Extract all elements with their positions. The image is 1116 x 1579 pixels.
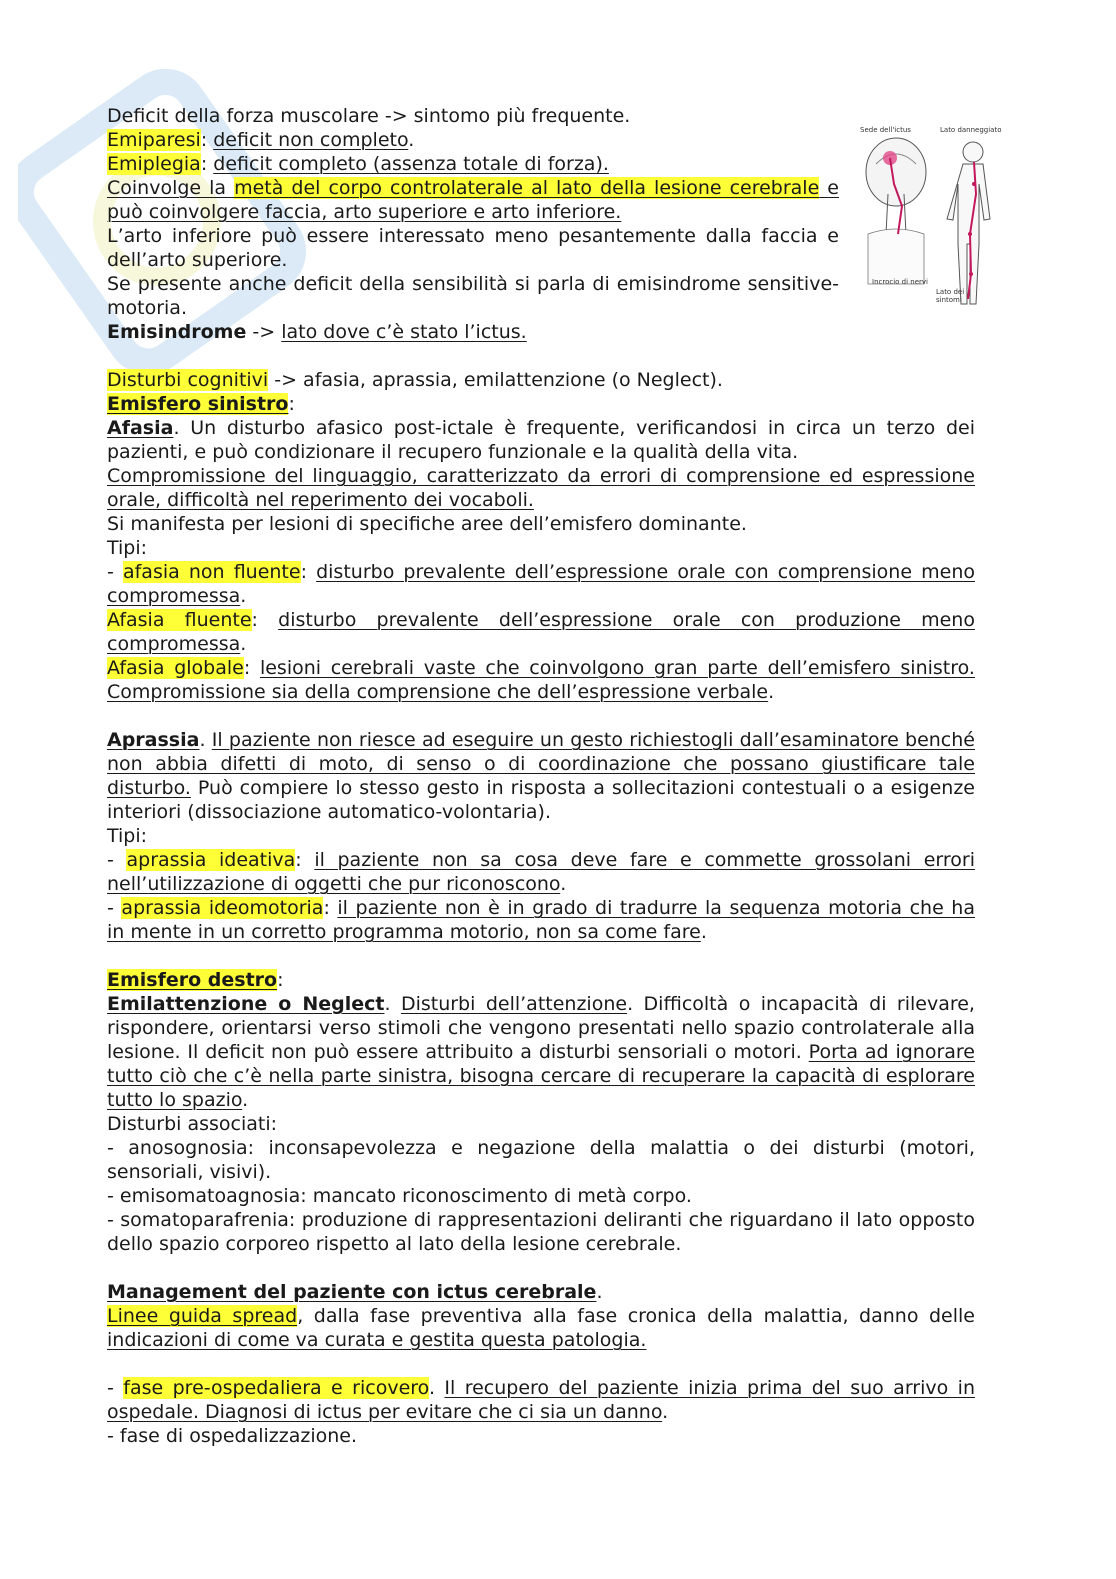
- afasia-type-nonfluente: [107, 560, 975, 608]
- neglect-porta: Porta ad ignorare tutto ciò che c’è nella parte sinistra, bisogna cercare di recuperare la capacità di esplorare tutto lo spazio: [107, 1041, 975, 1111]
- period: .: [240, 633, 247, 655]
- intro-line: Deficit della forza muscolare -> sintomo più frequente.: [107, 105, 631, 127]
- arto-paragraph: L’arto inferiore può essere interessato meno pesantemente dalla faccia e dell’arto superiore.: [107, 225, 839, 271]
- cognitivi-term: Disturbi cognitivi: [107, 369, 269, 391]
- aprassia-term: Aprassia: [107, 729, 200, 751]
- period: .: [408, 129, 415, 151]
- arrow: ->: [246, 321, 282, 343]
- emiparesi-line: [107, 128, 975, 152]
- emiparesi-term: Emiparesi: [107, 129, 201, 151]
- sinistro-heading-line: [107, 392, 975, 416]
- destro-heading-line: [107, 968, 975, 992]
- afasia-type-fluente: [107, 608, 975, 656]
- period: .: [240, 585, 247, 607]
- linee-guida-definition: indicazioni di come va curata e gestita questa patologia.: [107, 1329, 647, 1351]
- period: .: [428, 1377, 445, 1399]
- aprassia-text: Può compiere lo stesso gesto in risposta a sollecitazioni contestuali o a esigenze interiori (dissociazione automatico-volontaria).: [107, 777, 975, 823]
- aprassia-tipi-label: Tipi:: [107, 825, 148, 847]
- figure-label-damaged-side: Lato danneggiato: [940, 126, 1002, 134]
- fase-preospedaliera-definition: Il recupero del paziente inizia prima del suo arrivo in ospedale. Diagnosi di ictus per evitare che ci sia un danno: [107, 1377, 975, 1423]
- period: .: [560, 873, 567, 895]
- dash: -: [107, 849, 127, 871]
- afasia-paragraph: [107, 416, 975, 464]
- colon: :: [288, 393, 295, 415]
- dash: -: [107, 561, 123, 583]
- neglect-definition: Disturbi dell’attenzione: [400, 993, 628, 1015]
- period: .: [199, 729, 212, 751]
- emisindrome-definition: lato dove c’è stato l’ictus.: [281, 321, 527, 343]
- aprassia-type-ideativa: [107, 848, 975, 896]
- emiplegia-definition: deficit completo (assenza totale di forza).: [213, 153, 609, 175]
- coinvolge-text: Coinvolge la: [107, 177, 235, 199]
- emisindrome-term: Emisindrome: [107, 321, 247, 343]
- colon: :: [200, 129, 214, 151]
- emisindrome-line: [107, 320, 975, 344]
- period: .: [596, 1281, 603, 1303]
- ideativa-term: aprassia ideativa: [126, 849, 296, 871]
- figure-label-symptom-side-1: Lato dei: [936, 288, 965, 296]
- ideomotoria-definition: il paziente non è in grado di tradurre la sequenza motoria che ha in mente in un corretto programma motorio, non sa come fare: [107, 897, 975, 943]
- dash: -: [107, 897, 122, 919]
- dash: -: [107, 1377, 124, 1399]
- colon: :: [300, 561, 317, 583]
- destro-heading: Emisfero destro: [107, 969, 278, 991]
- neglect-text: . Difficoltà o incapacità di rilevare, rispondere, orientarsi verso stimoli che vengono presentati nello spazio controlaterale alla lesione. Il deficit non può essere attribuito a disturbi sensoriali o motori.: [107, 993, 975, 1063]
- figure-label-symptom-side-2: sintomi: [936, 296, 962, 304]
- fase-preospedaliera-term: fase pre-ospedaliera e ricovero: [123, 1377, 429, 1399]
- period: .: [384, 993, 401, 1015]
- afasia-type-globale: [107, 656, 975, 704]
- neglect-paragraph: [107, 992, 975, 1112]
- aprassia-definition: Il paziente non riesce ad eseguire un gesto richiestogli dall’esaminatore benché non abbia difetti di moto, di senso o di coordinazione che possano giustificare tale disturbo.: [107, 729, 975, 799]
- fluente-definition: disturbo prevalente dell’espressione orale con produzione meno compromessa: [107, 609, 975, 655]
- associato-anosognosia: - anosognosia: inconsapevolezza e negazione della malattia o dei disturbi (motori, sensoriali, visivi).: [107, 1137, 975, 1183]
- fluente-term: Afasia fluente: [107, 609, 252, 631]
- globale-definition: lesioni cerebrali vaste che coinvolgono gran parte dell’emisfero sinistro. Compromissione sia della comprensione che dell’espressione verbale: [107, 657, 975, 703]
- afasia-text: . Un disturbo afasico post-ictale è frequente, verificandosi in circa un terzo dei pazienti, e può condizionare il recupero funzionale e la qualità della vita.: [107, 417, 975, 463]
- nonfluente-definition: disturbo prevalente dell’espressione orale con comprensione meno compromessa: [107, 561, 975, 607]
- colon: :: [295, 849, 315, 871]
- linee-guida-term: Linee guida spread: [107, 1305, 298, 1327]
- colon: :: [243, 657, 260, 679]
- coinvolge-text-end: e può coinvolgere faccia, arto superiore e arto inferiore.: [107, 177, 839, 223]
- period: .: [700, 921, 707, 943]
- colon: :: [323, 897, 338, 919]
- figure-label-nerve-crossing: Incrocio di nervi: [872, 278, 928, 286]
- linee-guida-paragraph: [107, 1304, 975, 1352]
- afasia-tipi-label: Tipi:: [107, 537, 148, 559]
- globale-term: Afasia globale: [107, 657, 244, 679]
- cognitivi-text: -> afasia, aprassia, emilattenzione (o Neglect).: [268, 369, 723, 391]
- period: .: [662, 1401, 669, 1423]
- period: .: [242, 1089, 249, 1111]
- period: .: [768, 681, 775, 703]
- colon: :: [277, 969, 284, 991]
- colon: :: [200, 153, 214, 175]
- cognitivi-line: [107, 368, 975, 392]
- aprassia-type-ideomotoria: [107, 896, 975, 944]
- associati-label: Disturbi associati:: [107, 1113, 278, 1135]
- aprassia-paragraph: [107, 728, 975, 824]
- ideomotoria-term: aprassia ideomotoria: [121, 897, 324, 919]
- colon: :: [251, 609, 279, 631]
- emiparesi-definition: deficit non completo: [213, 129, 409, 151]
- ideativa-definition: il paziente non sa cosa deve fare e commette grossolani errori nell’utilizzazione di oggetti che pur riconoscono: [107, 849, 975, 895]
- afasia-term: Afasia: [107, 417, 174, 439]
- coinvolge-highlight: metà del corpo controlaterale al lato della lesione cerebrale: [234, 177, 820, 199]
- management-heading: Management del paziente con ictus cerebrale: [107, 1281, 597, 1303]
- fase-ospedalizzazione: - fase di ospedalizzazione.: [107, 1425, 358, 1447]
- document-body: [107, 104, 975, 1448]
- neglect-term: Emilattenzione o Neglect: [107, 993, 385, 1015]
- emiplegia-line: [107, 152, 975, 176]
- sensibilita-paragraph: Se presente anche deficit della sensibilità si parla di emisindrome sensitive-motoria.: [107, 273, 839, 319]
- coinvolge-paragraph: [107, 176, 839, 224]
- compromissione-paragraph: Compromissione del linguaggio, caratterizzato da errori di comprensione ed espressione orale, difficoltà nel reperimento dei vocaboli.: [107, 465, 975, 511]
- associato-somatoparafrenia: - somatoparafrenia: produzione di rappresentazioni deliranti che riguardano il lato opposto dello spazio corporeo rispetto al lato della lesione cerebrale.: [107, 1209, 975, 1255]
- management-heading-line: [107, 1280, 975, 1304]
- emiplegia-term: Emiplegia: [107, 153, 201, 175]
- figure-label-stroke-site: Sede dell'ictus: [860, 126, 911, 134]
- associato-emisomatoagnosia: - emisomatoagnosia: mancato riconoscimento di metà corpo.: [107, 1185, 692, 1207]
- linee-guida-text: , dalla fase preventiva alla fase cronica della malattia, danno delle: [297, 1305, 975, 1327]
- nonfluente-term: afasia non fluente: [122, 561, 301, 583]
- fase-preospedaliera: [107, 1376, 975, 1424]
- manifesta-line: Si manifesta per lesioni di specifiche aree dell’emisfero dominante.: [107, 513, 747, 535]
- sinistro-heading: Emisfero sinistro: [107, 393, 289, 415]
